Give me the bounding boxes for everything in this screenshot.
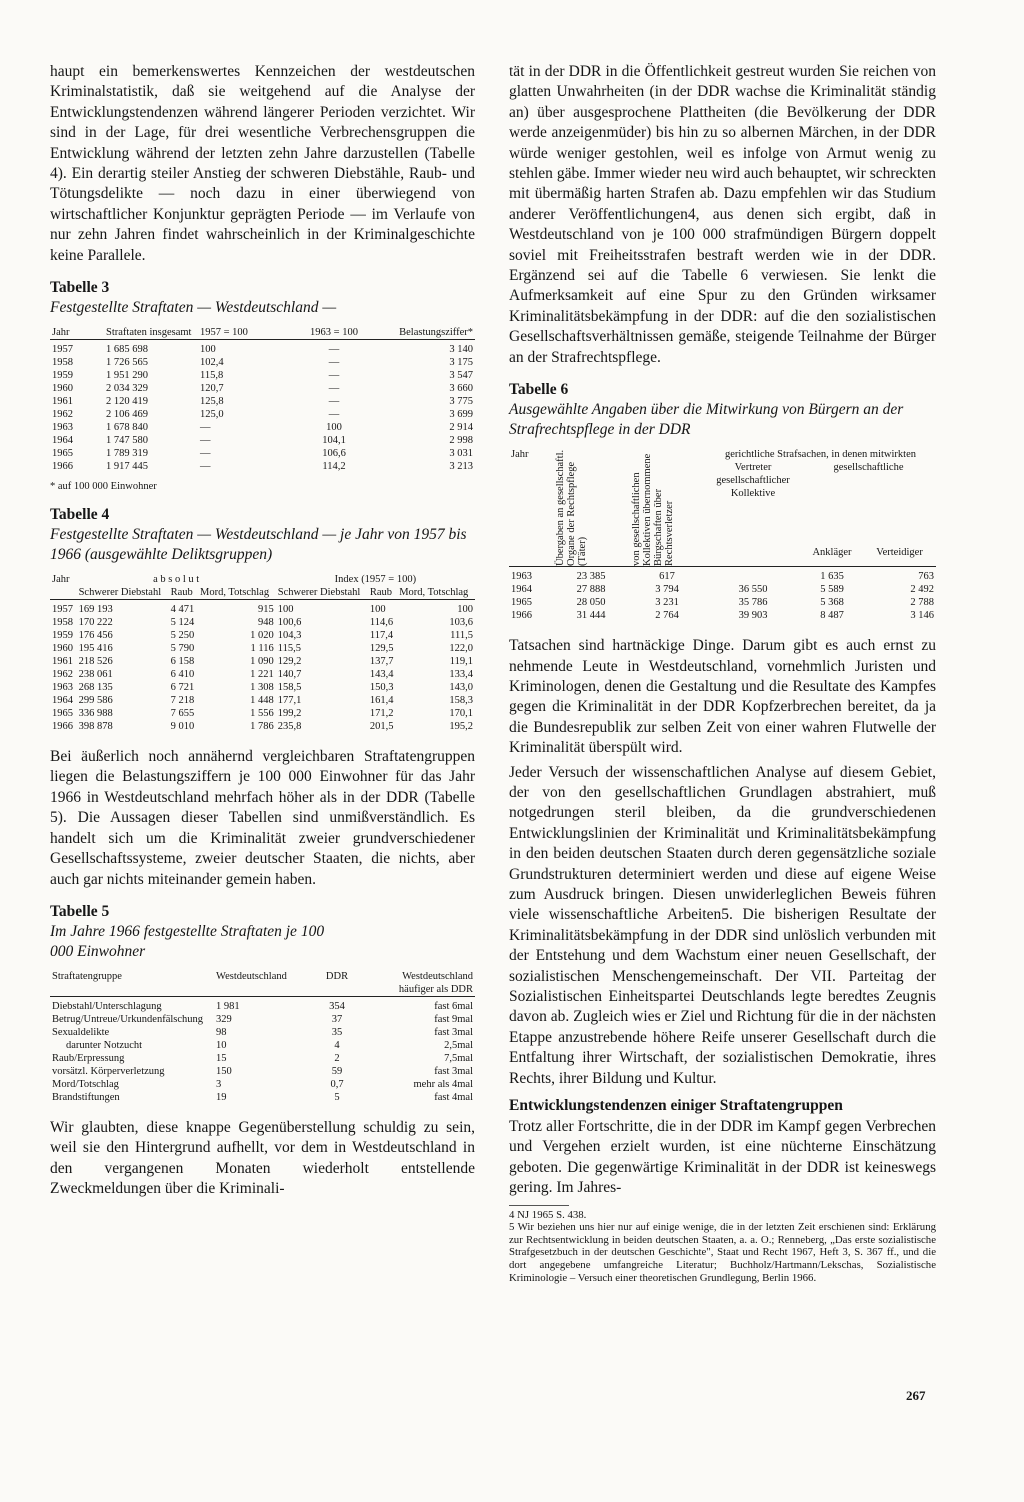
- col-header: gerichtliche Strafsachen, in denen mitwirkten: [725, 449, 916, 461]
- col-header: Raub: [170, 587, 193, 599]
- table-row: [50, 600, 475, 617]
- table-cell: 140,7: [277, 669, 302, 681]
- table-cell: 19: [216, 1091, 227, 1103]
- table-row: [50, 356, 475, 369]
- body-paragraph: tät in der DDR in die Öffentlichkeit gestreut wurden Sie reichen von glatten Unwahrheiten (in der DDR wachse die Kriminalität ständig an) über ausgesprochene Plattheiten (die Bevölkerung der DDR werde anzeigenmüder) bis hin zu so albernen Märchen, in der DDR würde weniger gestohlen, weil es infolge von Armut wenig zu stehlen gäbe. Immer wieder neu wird auch behauptet, wir schreckten mit übermäßig harten Strafen ab. Dazu empfehlen wir das Studium anderer Veröffentlichungen4, aus denen sich ergibt, daß in Westdeutschland von je 100 000 strafmündigen Bürgern doppelt soviel mit Freiheitsstrafen bestraft werden wie in der DDR. Ergänzend sei auf die Tabelle 6 verwiesen. Sie lenkt die Aufmerksamkeit auf eine Spur zu den Gründen wirksamer Kriminalitätsbekämpfung in der DDR: auf die den sozialistischen Gesellschaftsverhältnissen gemäße, steigende Teilnahme der Bürger an der Strafrechtspflege.: [509, 63, 936, 366]
- table-row: [50, 369, 475, 382]
- table-cell: 23 385: [576, 571, 606, 583]
- section-heading: Entwicklungstendenzen einiger Straftatengruppen: [509, 1097, 843, 1115]
- table-cell: —: [328, 370, 340, 382]
- table-cell: 98: [216, 1026, 227, 1038]
- table-cell: 329: [216, 1013, 232, 1025]
- table-cell: Sexualdelikte: [52, 1026, 110, 1038]
- table-cell: 59: [331, 1065, 343, 1077]
- table-cell: 1962: [52, 669, 73, 681]
- table-cell: 195 416: [78, 643, 113, 655]
- table-cell: 1 308: [250, 682, 274, 694]
- table-cell: 15: [216, 1052, 227, 1064]
- table-cell: 7 655: [170, 708, 195, 720]
- table4-caption: Festgestellte Straftaten — Westdeutschland — je Jahr von 1957 bis 1966 (ausgewählte Deliktsgruppen): [50, 526, 467, 564]
- table-cell: 1962: [52, 409, 73, 421]
- table-cell: fast 3mal: [434, 1065, 473, 1077]
- table-cell: 125,0: [200, 409, 224, 421]
- table-cell: fast 3mal: [434, 1026, 473, 1038]
- table-cell: 169 193: [78, 604, 113, 616]
- table-cell: 1964: [52, 695, 73, 707]
- table-cell: —: [328, 357, 340, 369]
- table-row: [50, 1065, 475, 1078]
- table-cell: 195,2: [449, 721, 473, 733]
- table-cell: 2 998: [449, 435, 473, 447]
- table-cell: 104,3: [277, 630, 302, 642]
- table-cell: 114,6: [369, 617, 394, 629]
- table-row: [50, 681, 475, 694]
- table-cell: 3: [216, 1078, 222, 1090]
- table-cell: 129,2: [277, 656, 302, 668]
- table-cell: 1 635: [820, 571, 844, 583]
- table-cell: 150,3: [369, 682, 394, 694]
- table-cell: —: [328, 409, 340, 421]
- table-cell: 129,5: [369, 643, 394, 655]
- col-header-vertical: Übergaben an gesellschaftl. Organe der Rechtspflege (Täter): [555, 449, 588, 567]
- table-cell: 1960: [52, 643, 73, 655]
- table-cell: 150: [216, 1065, 232, 1077]
- table-row: [50, 1078, 475, 1091]
- table-cell: 10: [216, 1039, 227, 1051]
- table-cell: 133,4: [449, 669, 473, 681]
- table-cell: 1 789 319: [106, 448, 148, 460]
- table-row: [509, 609, 936, 622]
- table-cell: 218 526: [78, 656, 113, 668]
- table-cell: 7,5mal: [444, 1052, 473, 1064]
- col-header: a b s o l u t: [153, 574, 200, 586]
- table-cell: 106,6: [322, 448, 346, 460]
- table-cell: 2 492: [910, 584, 934, 596]
- table-cell: 199,2: [277, 708, 302, 720]
- table-cell: —: [200, 422, 211, 434]
- table-row: [50, 340, 475, 357]
- col-header: Jahr: [52, 327, 70, 339]
- table3-caption: Festgestellte Straftaten — Westdeutschland —: [50, 299, 337, 317]
- table-cell: —: [328, 396, 340, 408]
- table6-title: Tabelle 6: [509, 381, 569, 399]
- table-row: [50, 642, 475, 655]
- table-cell: 6 410: [170, 669, 195, 681]
- table-cell: 1959: [52, 630, 73, 642]
- col-header: Ankläger: [812, 547, 852, 559]
- table-row: [50, 395, 475, 408]
- table-cell: 170 222: [78, 617, 113, 629]
- table-cell: 2,5mal: [444, 1039, 473, 1051]
- table-cell: 1 786: [250, 721, 274, 733]
- table-cell: 122,0: [449, 643, 473, 655]
- table-cell: 1959: [52, 370, 73, 382]
- table-row: [50, 1039, 475, 1052]
- table-cell: 299 586: [78, 695, 113, 707]
- table-cell: 1966: [52, 721, 73, 733]
- col-header: Verteidiger: [876, 547, 923, 559]
- col-header: Westdeutschland: [216, 970, 287, 982]
- table-cell: 100: [369, 604, 386, 616]
- table-cell: 35 786: [738, 597, 768, 609]
- table-cell: 115,5: [277, 643, 302, 655]
- col-header: Jahr: [52, 574, 70, 586]
- table-cell: 201,5: [369, 721, 394, 733]
- table-row: [50, 694, 475, 707]
- table-cell: 1 726 565: [106, 357, 148, 369]
- table4-title: Tabelle 4: [50, 506, 110, 524]
- table-cell: 354: [329, 1000, 345, 1012]
- table-cell: 763: [918, 571, 934, 583]
- col-header: Index (1957 = 100): [334, 574, 417, 586]
- table-cell: 3 794: [655, 584, 679, 596]
- table-row: [50, 447, 475, 460]
- table-cell: 115,8: [200, 370, 224, 382]
- table-cell: 171,2: [369, 708, 394, 720]
- table-cell: fast 9mal: [434, 1013, 473, 1025]
- table-row: [509, 596, 936, 609]
- table-cell: 1 221: [250, 669, 274, 681]
- table-cell: 1 020: [250, 630, 274, 642]
- table-cell: 1960: [52, 383, 73, 395]
- table-cell: 238 061: [78, 669, 113, 681]
- table-cell: 170,1: [449, 708, 473, 720]
- table-cell: 4 471: [170, 604, 195, 616]
- table-cell: 3 175: [449, 357, 473, 369]
- col-header: 1963 = 100: [310, 327, 358, 339]
- table5-title: Tabelle 5: [50, 902, 110, 920]
- table-cell: —: [200, 461, 211, 473]
- table-cell: Brandstiftungen: [52, 1091, 120, 1103]
- table-cell: 6 721: [170, 682, 195, 694]
- table-cell: 1964: [52, 435, 73, 447]
- table-row: [50, 1052, 475, 1065]
- table-cell: 1 556: [250, 708, 274, 720]
- table-cell: 235,8: [277, 721, 302, 733]
- table-cell: 176 456: [78, 630, 113, 642]
- table4: [50, 573, 475, 733]
- table-row: [509, 567, 936, 584]
- table-cell: 100: [200, 344, 216, 356]
- table-cell: 100,6: [277, 617, 302, 629]
- table-cell: 3 660: [449, 383, 473, 395]
- table-row: [50, 996, 475, 1013]
- table-cell: 102,4: [200, 357, 224, 369]
- table-cell: 7 218: [170, 695, 195, 707]
- table-cell: 915: [258, 604, 274, 616]
- table6-caption: Ausgewählte Angaben über die Mitwirkung von Bürgern an der Strafrechtspflege in der DDR: [509, 401, 904, 439]
- table-row: [50, 421, 475, 434]
- table3-title: Tabelle 3: [50, 279, 110, 297]
- table3-note: * auf 100 000 Einwohner: [50, 481, 157, 493]
- table-cell: 1966: [511, 610, 532, 622]
- table-row: [50, 668, 475, 681]
- table-cell: 1 678 840: [106, 422, 148, 434]
- table-cell: 3 213: [449, 461, 473, 473]
- table-cell: 120,7: [200, 383, 224, 395]
- table-cell: 617: [659, 571, 675, 583]
- page-number: 267: [906, 1388, 926, 1403]
- table-cell: 2: [334, 1052, 340, 1064]
- table-cell: 114,2: [322, 461, 346, 473]
- table-cell: 2 788: [910, 597, 934, 609]
- table-cell: 2 034 329: [106, 383, 148, 395]
- table-cell: 336 988: [78, 708, 113, 720]
- table-cell: 1966: [52, 461, 73, 473]
- table-cell: 104,1: [322, 435, 346, 447]
- table-cell: 5 250: [170, 630, 195, 642]
- table-cell: 143,4: [369, 669, 394, 681]
- table-cell: 100: [326, 422, 342, 434]
- table-row: [50, 382, 475, 395]
- table-cell: 4: [334, 1039, 340, 1051]
- table-cell: 111,5: [450, 630, 473, 642]
- table-cell: 268 135: [78, 682, 113, 694]
- table-cell: 2 764: [655, 610, 679, 622]
- table-cell: —: [328, 383, 340, 395]
- table-cell: 117,4: [369, 630, 394, 642]
- table-cell: fast 6mal: [434, 1000, 473, 1012]
- col-header: Mord, Totschlag: [200, 587, 270, 599]
- table-cell: 2 106 469: [106, 409, 148, 421]
- table-cell: Raub/Erpressung: [52, 1052, 125, 1064]
- col-header: Belastungsziffer*: [399, 327, 473, 339]
- table-cell: 398 878: [78, 721, 113, 733]
- table-row: [50, 1013, 475, 1026]
- table-cell: —: [200, 435, 211, 447]
- table-row: [50, 1026, 475, 1039]
- table-cell: fast 4mal: [434, 1091, 473, 1103]
- table-cell: 6 158: [170, 656, 195, 668]
- table-cell: 1961: [52, 396, 73, 408]
- table-cell: 1 951 290: [106, 370, 148, 382]
- table-cell: 100: [277, 604, 294, 616]
- table-cell: 2 914: [449, 422, 473, 434]
- table-cell: 9 010: [170, 721, 195, 733]
- body-paragraph: haupt ein bemerkenswertes Kennzeichen der westdeutschen Kriminalstatistik, daß sie weitgehend auf die Analyse der Entwicklungstendenzen während längerer Perioden verzichtet. Wir sind in der Lage, für drei wesentliche Verbrechensgruppen die Entwicklung während der letzten zehn Jahre darzustellen (Tabelle 4). Ein derartig steiler Anstieg der schweren Diebstähle, Raub- und Tötungsdelikte — noch dazu in einer überwiegend von wirtschaftlicher Konjunktur geprägten Periode — im Verlaufe von nur zehn Jahren findet wahrscheinlich in der Kriminalgeschichte keine Parallele.: [50, 63, 475, 264]
- table-row: [50, 408, 475, 421]
- table-cell: 125,8: [200, 396, 224, 408]
- table-cell: 3 547: [449, 370, 473, 382]
- table-cell: Betrug/Untreue/Urkundenfälschung: [52, 1013, 204, 1025]
- table-cell: 0,7: [330, 1078, 344, 1090]
- table-cell: 28 050: [576, 597, 606, 609]
- table-cell: 1957: [52, 344, 73, 356]
- table-cell: darunter Notzucht: [66, 1039, 143, 1051]
- table-cell: 119,1: [449, 656, 473, 668]
- table-row: [50, 655, 475, 668]
- table-cell: 1958: [52, 357, 73, 369]
- table-cell: 100: [457, 604, 473, 616]
- table-cell: 27 888: [576, 584, 606, 596]
- table-cell: 37: [331, 1013, 343, 1025]
- table-cell: 103,6: [449, 617, 473, 629]
- table-row: [50, 720, 475, 733]
- col-header: gesellschaftliche: [833, 462, 904, 474]
- table-cell: 1965: [511, 597, 532, 609]
- body-paragraph: Tatsachen sind hartnäckige Dinge. Darum gibt es auch ernst zu nehmende Leute in Westdeutschland, vornehmlich Juristen und Kriminologen, denen die Gestaltung und die Resultate des Kampfes gegen die Kriminalität in der DDR Kopfzerbrechen bereitet, da ja die Bundesrepublik zur selben Zeit von einer wahren Flutwelle der Kriminalität überspült wird.: [509, 637, 936, 757]
- table-cell: 1965: [52, 708, 73, 720]
- col-header: Vertreter gesellschaftlicher Kollektive: [716, 462, 790, 500]
- table-cell: 1961: [52, 656, 73, 668]
- col-header: Straftaten insgesamt: [106, 327, 192, 339]
- table-cell: 1 981: [216, 1000, 240, 1012]
- table-cell: vorsätzl. Körperverletzung: [52, 1065, 165, 1077]
- table-cell: 3 231: [655, 597, 679, 609]
- table6: [509, 448, 936, 622]
- body-paragraph: Wir glaubten, diese knappe Gegenüberstellung schuldig zu sein, weil sie den Hintergrund aufhellt, vor dem in Westdeutschland in den vergangenen Monaten wiederholt entstellende Zweckmeldungen über die Kriminali-: [50, 1118, 475, 1198]
- table-row: [50, 616, 475, 629]
- table-cell: 1963: [511, 571, 532, 583]
- table-row: [50, 707, 475, 720]
- body-paragraph: Trotz aller Fortschritte, die in der DDR im Kampf gegen Verbrechen und Vergehen erzielt wurden, ist eine nüchterne Einschätzung geboten. Die gegenwärtige Kriminalität in der DDR ist keineswegs gering. Im Jahres-: [509, 1118, 936, 1197]
- body-paragraph: Jeder Versuch der wissenschaftlichen Analyse auf diesem Gebiet, der von den gesellschaftlichen Grundlagen abstrahiert, muß notgedrungen steril bleiben, da die grundverschiedenen Entwicklungslinien der Kriminalität und Kriminalitätsbekämpfung in den beiden deutschen Staaten durch deren gegensätzliche soziale Grundstrukturen determiniert werden und diese auf eigene Weise zum Ausdruck bringen. Diesen unwiderleglichen Beweis führen viele wissenschaftliche Arbeiten5. Die bisherigen Resultate der Kriminalitätsbekämpfung in der DDR sind unlöslich verbunden mit der Entstehung und dem Wachstum einer neuen Gesellschaft, der sozialistischen Menschengemeinschaft. Der VII. Parteitag der Sozialistischen Einheitspartei Deutschlands legte beredtes Zeugnis davon ab. Zugleich wies er Ziel und Richtung für die in der nächsten Etappe anzustrebende höhere Reife unserer Gesellschaft durch die Entfaltung ihrer Wirtschaft, der sozialistischen Demokratie, ihres Rechts, ihrer Bildung und Kultur.: [509, 763, 936, 1087]
- table5: [50, 970, 475, 1104]
- table-cell: 5 790: [170, 643, 195, 655]
- col-header: Raub: [369, 587, 392, 599]
- table-cell: 158,5: [277, 682, 302, 694]
- col-header-vertical: von gesellschaftlichen Kollektiven übernommene Bürgschaften über Rechtsverletzer: [631, 453, 675, 567]
- table3: [50, 326, 475, 473]
- table-row: [50, 434, 475, 447]
- table-cell: 1 116: [250, 643, 274, 655]
- table-cell: 1 917 445: [106, 461, 148, 473]
- table-cell: 3 146: [910, 610, 934, 622]
- footnote: 5 Wir beziehen uns hier nur auf einige wenige, die in der letzten Zeit erschienen sind: Erklärung zur Rechtsentwicklung in beiden deutschen Staaten, a. a. O.; Renneberg, „Das erste sozialistische Strafgesetzbuch in der deutschen Geschichte", Staat und Recht 1967, Heft 3, S. 367 ff., und die dort angegebene umfangreiche Literatur; Buchholz/Hartmann/Lekschas, Sozialistische Kriminologie – Versuch einer theoretischen Grundlegung, Berlin 1966.: [509, 1221, 936, 1284]
- table-cell: 137,7: [369, 656, 394, 668]
- table5-caption: Im Jahre 1966 festgestellte Straftaten je 100 000 Einwohner: [50, 922, 325, 960]
- table-cell: 36 550: [738, 584, 768, 596]
- footnote: 4 NJ 1965 S. 438.: [509, 1208, 587, 1221]
- table-cell: 2 120 419: [106, 396, 148, 408]
- table-cell: —: [200, 448, 211, 460]
- table-cell: 5 368: [820, 597, 844, 609]
- table-cell: 1 090: [250, 656, 274, 668]
- table-cell: 5 589: [820, 584, 844, 596]
- table-cell: 1957: [52, 604, 73, 616]
- col-header: Westdeutschland häufiger als DDR: [398, 970, 473, 995]
- table-cell: 158,3: [449, 695, 473, 707]
- table-cell: [705, 567, 801, 584]
- table-cell: 1 448: [250, 695, 274, 707]
- left-column: [50, 62, 475, 1200]
- table-cell: Diebstahl/Unterschlagung: [52, 1000, 162, 1012]
- table-cell: 39 903: [738, 610, 768, 622]
- table-cell: 35: [331, 1026, 343, 1038]
- table-cell: 1965: [52, 448, 73, 460]
- col-header: DDR: [325, 970, 349, 982]
- col-header: Straftatengruppe: [52, 970, 122, 982]
- table-row: [50, 1091, 475, 1104]
- table-cell: —: [328, 344, 340, 356]
- table-cell: 1963: [52, 422, 73, 434]
- table-cell: 3 140: [449, 344, 473, 356]
- col-header: Mord, Totschlag: [399, 587, 469, 599]
- right-column: [509, 62, 936, 1284]
- table-cell: Mord/Totschlag: [52, 1078, 119, 1090]
- table-cell: 3 699: [449, 409, 473, 421]
- table-cell: 143,0: [449, 682, 473, 694]
- table-cell: 3 775: [449, 396, 473, 408]
- col-header: Jahr: [511, 449, 529, 461]
- table-cell: 177,1: [277, 695, 302, 707]
- col-header: 1957 = 100: [200, 327, 248, 339]
- table-cell: mehr als 4mal: [413, 1078, 473, 1090]
- col-header: Schwerer Diebstahl: [78, 587, 162, 599]
- table-cell: 1 685 698: [106, 344, 148, 356]
- table-row: [509, 583, 936, 596]
- table-cell: 1964: [511, 584, 532, 596]
- table-cell: 5: [334, 1091, 340, 1103]
- table-cell: 3 031: [449, 448, 473, 460]
- table-cell: 31 444: [576, 610, 606, 622]
- table-cell: 1958: [52, 617, 73, 629]
- body-paragraph: Bei äußerlich noch annähernd vergleichbaren Straftatengruppen liegen die Belastungsziffern je 100 000 Einwohner für das Jahr 1966 in Westdeutschland mehrfach höher als in der DDR (Tabelle 5). Die Aussagen dieser Tabellen sind unmißverständlich. Es handelt sich um die Kriminalität zweier grundverschiedener Gesellschaftssysteme, zweier deutscher Staaten, die nichts, aber auch gar nichts miteinander gemein haben.: [50, 748, 475, 888]
- table-cell: 948: [258, 617, 274, 629]
- col-header: Schwerer Diebstahl: [277, 587, 361, 599]
- table-cell: 1 747 580: [106, 435, 148, 447]
- table-row: [50, 629, 475, 642]
- table-row: [50, 460, 475, 473]
- table-cell: 5 124: [170, 617, 195, 629]
- table-cell: 8 487: [820, 610, 844, 622]
- table-cell: 161,4: [369, 695, 394, 707]
- table-cell: 1963: [52, 682, 73, 694]
